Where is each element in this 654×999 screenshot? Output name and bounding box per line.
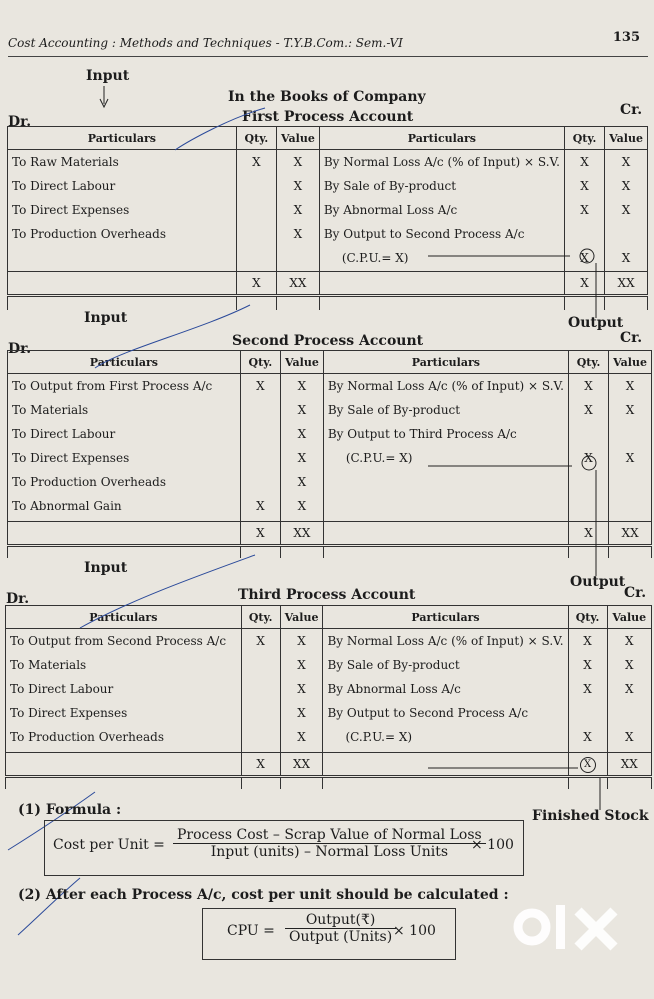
dr-value-cell: X bbox=[297, 682, 306, 696]
cr-row: By Output to Third Process A/c bbox=[327, 427, 517, 441]
cr-total-value: XX bbox=[609, 522, 652, 546]
dr-total-value: XX bbox=[277, 272, 320, 296]
pen-mark-1 bbox=[175, 108, 265, 150]
cr-qty-cell: X bbox=[583, 682, 592, 696]
formula2-box bbox=[202, 908, 456, 960]
formula1-numerator: Process Cost – Scrap Value of Normal Loss bbox=[173, 827, 486, 844]
col-value: Value bbox=[609, 351, 652, 374]
dr-value-cell: X bbox=[293, 155, 303, 169]
output-label-1: Output bbox=[568, 315, 624, 331]
input-label-1: Input bbox=[86, 68, 130, 84]
dr-value-cell: X bbox=[293, 203, 303, 217]
input-label-3: Input bbox=[84, 560, 128, 576]
cr-qty-cell: X bbox=[584, 379, 593, 393]
main-title: In the Books of Company bbox=[228, 89, 426, 105]
dr-value-cell: X bbox=[297, 379, 307, 393]
dr-total-qty: X bbox=[241, 753, 280, 777]
cr-row: By Sale of By-product bbox=[323, 179, 457, 193]
dr-qty-cell: X bbox=[256, 499, 265, 513]
pen-mark-3 bbox=[80, 555, 255, 628]
dr-value-cell: X bbox=[297, 451, 307, 465]
col-particulars: Particulars bbox=[323, 351, 568, 374]
formula1-lhs: Cost per Unit = bbox=[53, 837, 165, 853]
col-particulars: Particulars bbox=[319, 127, 564, 150]
cr-qty-cell: X bbox=[580, 155, 589, 169]
col-particulars: Particulars bbox=[8, 351, 241, 374]
pen-mark-2 bbox=[95, 305, 250, 368]
account-title-1: First Process Account bbox=[242, 109, 414, 125]
dr-row: To Direct Expenses bbox=[12, 451, 130, 465]
dr-qty-cell: X bbox=[256, 634, 265, 648]
cr-qty-cell: X bbox=[584, 451, 593, 465]
dr-row: To Materials bbox=[12, 403, 89, 417]
dr-total-qty: X bbox=[236, 272, 276, 296]
cr-value-cell: X bbox=[624, 658, 634, 672]
dr-row: To Production Overheads bbox=[12, 227, 166, 241]
formula1-multiplier: × 100 bbox=[471, 837, 514, 853]
dr-row: To Direct Labour bbox=[12, 427, 116, 441]
col-value: Value bbox=[280, 606, 323, 629]
cr-row: By Abnormal Loss A/c bbox=[327, 682, 461, 696]
account-title-3: Third Process Account bbox=[238, 587, 416, 603]
formula1-fraction bbox=[173, 827, 486, 860]
col-qty: Qty. bbox=[564, 127, 604, 150]
cr-value-cell: X bbox=[621, 251, 631, 265]
col-qty: Qty. bbox=[236, 127, 276, 150]
formula1-denominator: Input (units) – Normal Loss Units bbox=[210, 844, 449, 860]
formula2-multiplier: × 100 bbox=[393, 923, 436, 939]
cr-row: By Sale of By-product bbox=[327, 403, 461, 417]
cr-total-value: XX bbox=[605, 272, 648, 296]
dr-row: To Production Overheads bbox=[12, 475, 166, 489]
cr-value-cell: X bbox=[621, 179, 631, 193]
input-label-2: Input bbox=[84, 310, 128, 326]
col-qty: Qty. bbox=[568, 606, 607, 629]
dr-value-cell: X bbox=[297, 499, 307, 513]
dr-qty-cell: X bbox=[252, 155, 261, 169]
col-qty: Qty. bbox=[568, 351, 608, 374]
dr-value-cell: X bbox=[297, 475, 307, 489]
circled-qty-marker-1 bbox=[580, 249, 594, 263]
olx-logo-icon bbox=[510, 897, 630, 957]
dr-label-2: Dr. bbox=[8, 341, 32, 357]
dr-row: To Direct Labour bbox=[12, 179, 116, 193]
cr-value-cell: X bbox=[625, 403, 635, 417]
col-value: Value bbox=[277, 127, 320, 150]
dr-row: To Output from Second Process A/c bbox=[10, 634, 227, 648]
cr-qty-cell: X bbox=[580, 179, 589, 193]
cr-qty-cell: X bbox=[584, 403, 593, 417]
dr-row: To Output from First Process A/c bbox=[12, 379, 213, 393]
cr-label-3: Cr. bbox=[624, 585, 647, 601]
cr-qty-cell: X bbox=[580, 203, 589, 217]
cr-row: By Sale of By-product bbox=[327, 658, 460, 672]
cr-row: By Output to Second Process A/c bbox=[327, 706, 529, 720]
dr-row: To Direct Labour bbox=[10, 682, 114, 696]
cr-row: By Abnormal Loss A/c bbox=[323, 203, 458, 217]
col-particulars: Particulars bbox=[8, 127, 237, 150]
cr-row-cpu: (C.P.U.= X) bbox=[345, 451, 413, 465]
cr-total-value: XX bbox=[607, 753, 652, 777]
dr-label-1: Dr. bbox=[8, 114, 32, 130]
circled-qty: X bbox=[580, 757, 596, 773]
col-value: Value bbox=[605, 127, 648, 150]
cr-row: By Normal Loss A/c (% of Input) × S.V. bbox=[323, 155, 560, 169]
dr-total-qty: X bbox=[240, 522, 280, 546]
cr-value-cell: X bbox=[624, 682, 634, 696]
cr-qty-cell: X bbox=[583, 730, 592, 744]
account-title-2: Second Process Account bbox=[232, 333, 424, 349]
dr-value-cell: X bbox=[297, 403, 307, 417]
dr-row: To Abnormal Gain bbox=[12, 499, 122, 513]
running-title: Cost Accounting : Methods and Techniques - T.Y.B.Com.: Sem.-VI bbox=[8, 36, 403, 50]
dr-qty-cell: X bbox=[256, 379, 265, 393]
circled-qty-marker-2 bbox=[582, 456, 596, 470]
dr-row: To Direct Expenses bbox=[12, 203, 130, 217]
cr-total-qty: X bbox=[568, 522, 608, 546]
dr-total-value: XX bbox=[280, 753, 323, 777]
olx-watermark-logo bbox=[510, 897, 630, 957]
cr-row-cpu: (C.P.U.= X) bbox=[341, 251, 409, 265]
col-qty: Qty. bbox=[241, 606, 280, 629]
cr-total-qty: X bbox=[564, 272, 604, 296]
output-label-2: Output bbox=[570, 574, 626, 590]
cr-value-cell: X bbox=[621, 203, 631, 217]
dr-value-cell: X bbox=[297, 706, 306, 720]
col-particulars: Particulars bbox=[6, 606, 242, 629]
dr-value-cell: X bbox=[297, 427, 307, 441]
dr-value-cell: X bbox=[297, 658, 306, 672]
cr-row: By Normal Loss A/c (% of Input) × S.V. bbox=[327, 379, 564, 393]
dr-value-cell: X bbox=[293, 227, 303, 241]
col-value: Value bbox=[281, 351, 324, 374]
cr-value-cell: X bbox=[621, 155, 631, 169]
dr-row: To Raw Materials bbox=[12, 155, 119, 169]
formula2-numerator: Output(₹) bbox=[285, 912, 396, 929]
cr-qty-cell: X bbox=[583, 634, 592, 648]
dr-row: To Production Overheads bbox=[10, 730, 164, 744]
cr-row: By Output to Second Process A/c bbox=[323, 227, 525, 241]
dr-total-value: XX bbox=[281, 522, 324, 546]
cr-row: By Normal Loss A/c (% of Input) × S.V. bbox=[327, 634, 564, 648]
formula2-heading: (2) After each Process A/c, cost per unit should be calculated : bbox=[18, 887, 509, 903]
col-particulars: Particulars bbox=[323, 606, 568, 629]
col-qty: Qty. bbox=[240, 351, 280, 374]
cr-value-cell: X bbox=[625, 451, 635, 465]
dr-value-cell: X bbox=[297, 634, 306, 648]
cr-value-cell: X bbox=[625, 379, 635, 393]
dr-value-cell: X bbox=[293, 179, 303, 193]
cr-value-cell: X bbox=[624, 634, 634, 648]
col-value: Value bbox=[607, 606, 652, 629]
dr-value-cell: X bbox=[297, 730, 306, 744]
finished-stock-label: Finished Stock bbox=[532, 808, 649, 824]
dr-row: To Materials bbox=[10, 658, 87, 672]
cr-value-cell: X bbox=[624, 730, 634, 744]
dr-row: To Direct Expenses bbox=[10, 706, 128, 720]
formula2-denominator: Output (Units) bbox=[289, 929, 393, 945]
formula2-lhs: CPU = bbox=[227, 923, 275, 939]
cr-row-cpu: (C.P.U.= X) bbox=[345, 730, 413, 744]
formula2-fraction bbox=[285, 912, 396, 945]
cr-qty-cell: X bbox=[580, 251, 589, 265]
cr-qty-cell: X bbox=[583, 658, 592, 672]
dr-label-3: Dr. bbox=[6, 591, 30, 607]
formula1-heading: (1) Formula : bbox=[18, 802, 122, 818]
formula1-box bbox=[44, 820, 524, 876]
cr-label-2: Cr. bbox=[620, 330, 643, 346]
page-number: 135 bbox=[612, 30, 640, 45]
cr-label-1: Cr. bbox=[620, 102, 643, 118]
